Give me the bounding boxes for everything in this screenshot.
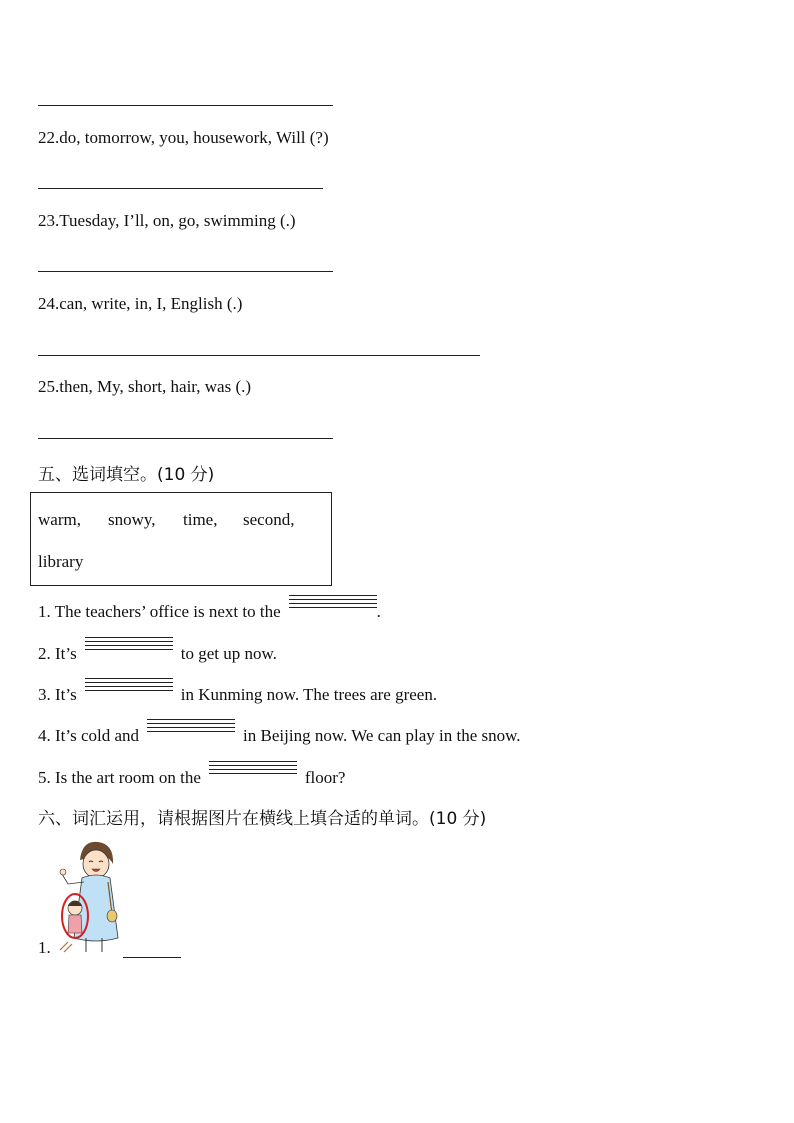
answer-line[interactable] (38, 355, 480, 356)
section-heading: 六、词汇运用，请根据图片在横线上填合适的单词。(10 分) (38, 809, 487, 829)
item-text-after: to get up now. (180, 644, 277, 663)
item-text-after: floor? (304, 768, 346, 787)
answer-blank[interactable] (209, 767, 297, 783)
word-bank-item: library (38, 552, 84, 571)
fill-item-4 (38, 725, 521, 746)
item-number: 1. (38, 938, 51, 957)
answer-line[interactable] (38, 438, 333, 439)
word-bank-item: time, (183, 510, 218, 529)
answer-blank[interactable] (85, 643, 173, 659)
question-text: can, write, in, I, English (.) (59, 294, 243, 313)
item-text-before: 1. The teachers’ office is next to the (38, 602, 281, 621)
question-text: Tuesday, I’ll, on, go, swimming (.) (59, 211, 296, 230)
section-heading: 五、选词填空。(10 分) (38, 465, 215, 485)
question-22 (38, 128, 329, 148)
fill-item-3 (38, 684, 437, 705)
word-bank-item: warm, (38, 510, 81, 529)
question-text: then, My, short, hair, was (.) (59, 377, 252, 396)
fill-item-5 (38, 767, 345, 788)
answer-blank[interactable] (85, 684, 173, 700)
fill-item-2 (38, 643, 277, 664)
item-text-before: 5. Is the art room on the (38, 768, 201, 787)
word-bank-item: second, (243, 510, 295, 529)
answer-line[interactable] (38, 105, 333, 106)
question-25 (38, 377, 251, 397)
fill-item-1 (38, 601, 381, 622)
question-number: 22. (38, 128, 60, 147)
answer-line[interactable] (38, 188, 323, 189)
item-text-before: 2. It’s (38, 644, 77, 663)
mother-and-child-illustration (58, 838, 130, 956)
item-text-after: in Kunming now. The trees are green. (180, 685, 438, 704)
item-text-after: . (376, 602, 381, 621)
item-text-before: 4. It’s cold and (38, 726, 140, 745)
answer-line[interactable] (38, 271, 333, 272)
answer-line[interactable] (123, 957, 181, 958)
question-text: do, tomorrow, you, housework, Will (?) (59, 128, 329, 147)
answer-blank[interactable] (147, 725, 235, 741)
word-bank (30, 492, 332, 586)
question-24 (38, 294, 242, 314)
item-text-before: 3. It’s (38, 685, 77, 704)
question-number: 24. (38, 294, 60, 313)
question-number: 25. (38, 377, 60, 396)
question-23 (38, 211, 296, 231)
word-bank-item: snowy, (108, 510, 156, 529)
picture-item-1 (38, 938, 51, 958)
item-text-after: in Beijing now. We can play in the snow. (243, 726, 521, 745)
answer-blank[interactable] (289, 601, 377, 617)
question-number: 23. (38, 211, 60, 230)
